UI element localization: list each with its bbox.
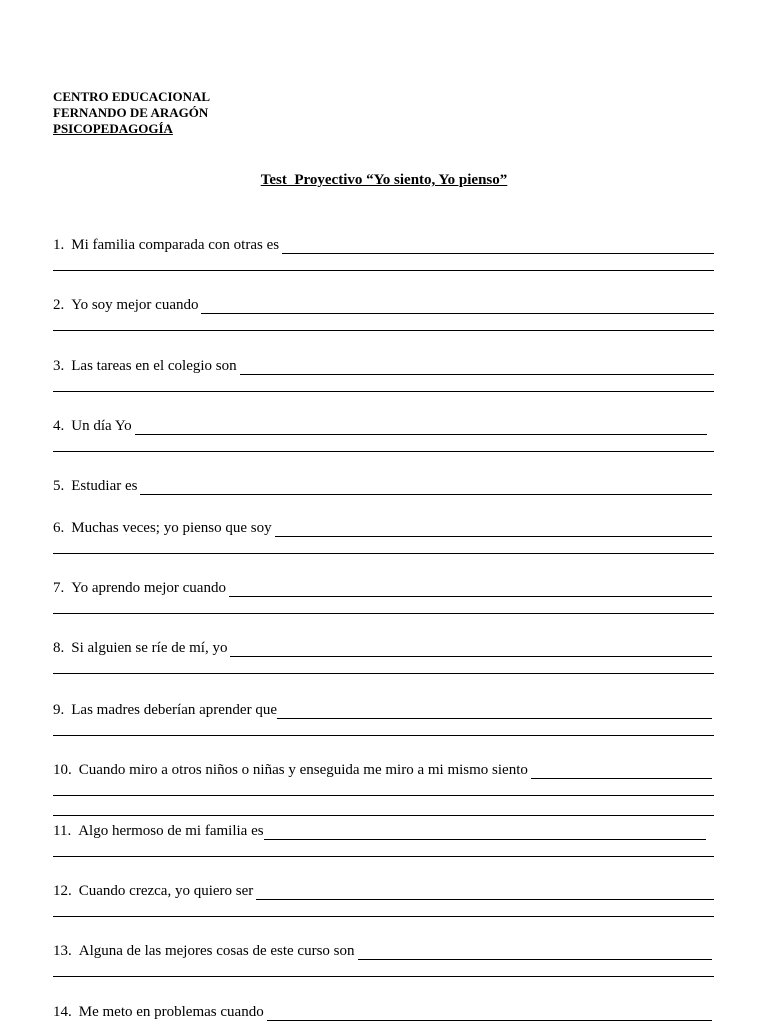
answer-line[interactable] (256, 882, 714, 900)
answer-line-continuation[interactable] (53, 856, 714, 857)
answer-line-continuation[interactable] (53, 451, 714, 452)
question-prompt: Yo soy mejor cuando (71, 297, 199, 313)
question-prompt: Cuando miro a otros niños o niñas y enseguida me miro a mi mismo siento (78, 762, 528, 778)
question-number: 11. (53, 823, 72, 839)
answer-line[interactable] (229, 579, 712, 597)
question-number: 14. (53, 1004, 72, 1020)
answer-line[interactable] (240, 357, 714, 375)
answer-line-continuation[interactable] (53, 330, 714, 331)
question-3 (53, 355, 714, 397)
question-11 (53, 820, 714, 862)
question-prompt: Me meto en problemas cuando (78, 1004, 264, 1020)
question-number: 9. (53, 702, 65, 718)
question-number: 1. (53, 237, 65, 253)
question-number: 3. (53, 358, 65, 374)
school-name: CENTRO EDUCACIONAL (53, 89, 211, 104)
question-prompt: Yo aprendo mejor cuando (71, 580, 226, 596)
question-prompt: Estudiar es (71, 478, 138, 494)
question-8 (53, 637, 714, 679)
question-prompt: Cuando crezca, yo quiero ser (78, 883, 254, 899)
question-1 (53, 234, 714, 276)
answer-line[interactable] (358, 942, 712, 960)
question-prompt: Mi familia comparada con otras es (71, 237, 280, 253)
question-6 (53, 517, 714, 559)
answer-line[interactable] (264, 822, 706, 840)
answer-line[interactable] (282, 236, 714, 254)
answer-line-continuation[interactable] (53, 795, 714, 796)
answer-line-continuation[interactable] (53, 553, 714, 554)
question-prompt: Un día Yo (71, 418, 132, 434)
answer-line-continuation[interactable] (53, 673, 714, 674)
answer-line[interactable] (531, 761, 712, 779)
department-name: PSICOPEDAGOGÍA (53, 121, 173, 136)
answer-line-continuation[interactable] (53, 270, 714, 271)
question-prompt: Alguna de las mejores cosas de este curso son (78, 943, 355, 959)
answer-line[interactable] (135, 417, 707, 435)
question-7 (53, 577, 714, 619)
question-number: 12. (53, 883, 72, 899)
question-number: 10. (53, 762, 72, 778)
question-12 (53, 880, 714, 922)
question-4 (53, 415, 714, 457)
answer-line[interactable] (140, 477, 712, 495)
answer-line[interactable] (267, 1003, 712, 1021)
answer-line-continuation[interactable] (53, 391, 714, 392)
question-number: 4. (53, 418, 65, 434)
school-name-line2: FERNANDO DE ARAGÓN (53, 105, 209, 120)
answer-line[interactable] (277, 701, 712, 719)
question-2 (53, 294, 714, 336)
answer-line-continuation[interactable] (53, 613, 714, 614)
question-number: 5. (53, 478, 65, 494)
question-number: 13. (53, 943, 72, 959)
question-number: 8. (53, 640, 65, 656)
question-prompt: Muchas veces; yo pienso que soy (71, 520, 272, 536)
page-title: Test Proyectivo “Yo siento, Yo pienso” (260, 172, 508, 188)
question-number: 7. (53, 580, 65, 596)
question-prompt: Algo hermoso de mi familia es (78, 823, 264, 839)
question-10 (53, 759, 714, 821)
answer-line-continuation[interactable] (53, 735, 714, 736)
question-prompt: Las tareas en el colegio son (71, 358, 237, 374)
answer-line[interactable] (201, 296, 714, 314)
question-prompt: Las madres deberían aprender que (71, 702, 277, 718)
question-13 (53, 940, 714, 982)
answer-line-continuation[interactable] (53, 916, 714, 917)
answer-line-continuation[interactable] (53, 815, 714, 816)
question-number: 2. (53, 297, 65, 313)
question-14 (53, 1001, 714, 1023)
question-5 (53, 475, 714, 497)
answer-line[interactable] (275, 519, 712, 537)
answer-line-continuation[interactable] (53, 976, 714, 977)
answer-line[interactable] (230, 639, 712, 657)
question-number: 6. (53, 520, 65, 536)
question-9 (53, 699, 714, 741)
question-prompt: Si alguien se ríe de mí, yo (71, 640, 228, 656)
